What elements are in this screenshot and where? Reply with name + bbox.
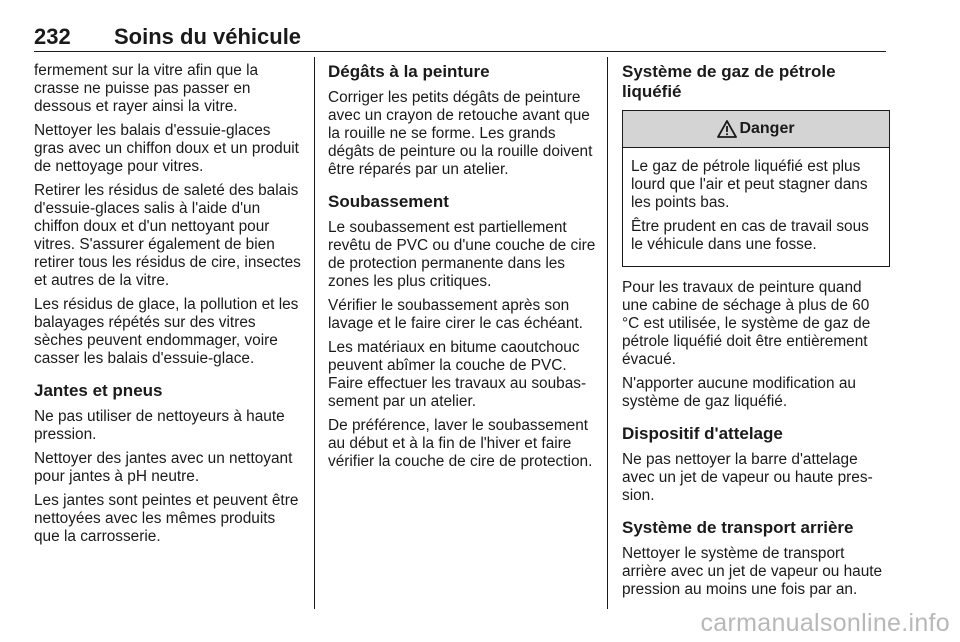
paragraph: Nettoyer le système de transport arrière avec un jet de vapeur ou haute pression au moins une fois par an.: [622, 545, 883, 598]
column-divider: [314, 57, 315, 609]
paragraph: Le soubassement est partiellement revêtu de PVC ou d'une couche de cire de protection permanente dans les zones les plus critiques.: [328, 219, 596, 290]
page-number: 232: [34, 24, 71, 49]
heading-systeme-gpl: Système de gaz de pétrole liquéfié: [622, 62, 836, 101]
heading-jantes-et-pneus: Jantes et pneus: [34, 381, 163, 400]
paragraph: Le gaz de pétrole liquéfié est plus lourd que l'air et peut stagner dans les points bas.: [631, 158, 868, 211]
paragraph: Nettoyer les balais d'essuie-glaces gras avec un chiffon doux et un produit de nettoyage pour vitres.: [34, 122, 299, 175]
heading-soubassement: Soubassement: [328, 192, 449, 211]
heading-transport-arriere: Système de transport arrière: [622, 518, 854, 537]
heading-degats-peinture: Dégâts à la peinture: [328, 62, 490, 81]
paragraph: Corriger les petits dégâts de peinture avec un crayon de retouche avant que la rouille ne se forme. Les grands dégâts de peinture ou la rouille doivent être réparés par un atelier.: [328, 89, 593, 178]
paragraph: Vérifier le soubassement après son lavage et le faire cirer le cas échéant.: [328, 297, 583, 332]
paragraph: Les résidus de glace, la pollution et les balayages répétés sur des vitres sèches peuvent endommager, voire casser les balais d'essuie-glace.: [34, 296, 299, 367]
column-middle: [328, 62, 596, 477]
paragraph: fermement sur la vitre afin que la crasse ne puisse pas passer en dessous et rayer ainsi la vitre.: [34, 62, 259, 115]
header-divider: [34, 51, 886, 52]
paragraph: Les jantes sont peintes et peuvent être nettoyées avec les mêmes produits que la carrosserie.: [34, 492, 299, 545]
watermark: carmanualsonline.info: [700, 609, 950, 637]
paragraph: N'apporter aucune modification au système de gaz liquéfié.: [622, 375, 856, 410]
page-header: [34, 24, 886, 52]
paragraph: Être prudent en cas de travail sous le véhicule dans une fosse.: [631, 218, 869, 253]
paragraph: Nettoyer des jantes avec un nettoyant pour jantes à pH neutre.: [34, 450, 293, 485]
danger-body: [623, 148, 889, 266]
danger-header: [623, 111, 889, 148]
paragraph: De préférence, laver le soubassement au début et à la fin de l'hiver et faire vérifier la couche de cire de protection.: [328, 417, 593, 470]
danger-box: [622, 110, 890, 267]
column-right: [622, 62, 890, 605]
paragraph: Pour les travaux de peinture quand une cabine de séchage à plus de 60 °C est utilisée, le système de gaz de pétrole liquéfié doit être entièrement évacué.: [622, 279, 871, 368]
warning-triangle-icon: [717, 120, 737, 138]
column-divider: [607, 57, 608, 609]
paragraph: Ne pas nettoyer la barre d'attelage avec un jet de vapeur ou haute pression.: [622, 451, 873, 504]
column-left: [34, 62, 302, 552]
danger-title: Danger: [739, 120, 795, 137]
paragraph: Les matériaux en bitume caoutchouc peuvent abîmer la couche de PVC. Faire effectuer les travaux au soubassement par un atelier.: [328, 339, 587, 410]
heading-dispositif-attelage: Dispositif d'attelage: [622, 424, 783, 443]
paragraph: Ne pas utiliser de nettoyeurs à haute pression.: [34, 408, 285, 443]
section-title: Soins du véhicule: [114, 24, 302, 49]
paragraph: Retirer les résidus de saleté des balais d'essuie-glaces salis à l'aide d'un chiffon doux et d'un nettoyant pour vitres. S'assurer également de bien retirer tous les résidus de cire, insectes et autres de la vitre.: [34, 182, 301, 289]
